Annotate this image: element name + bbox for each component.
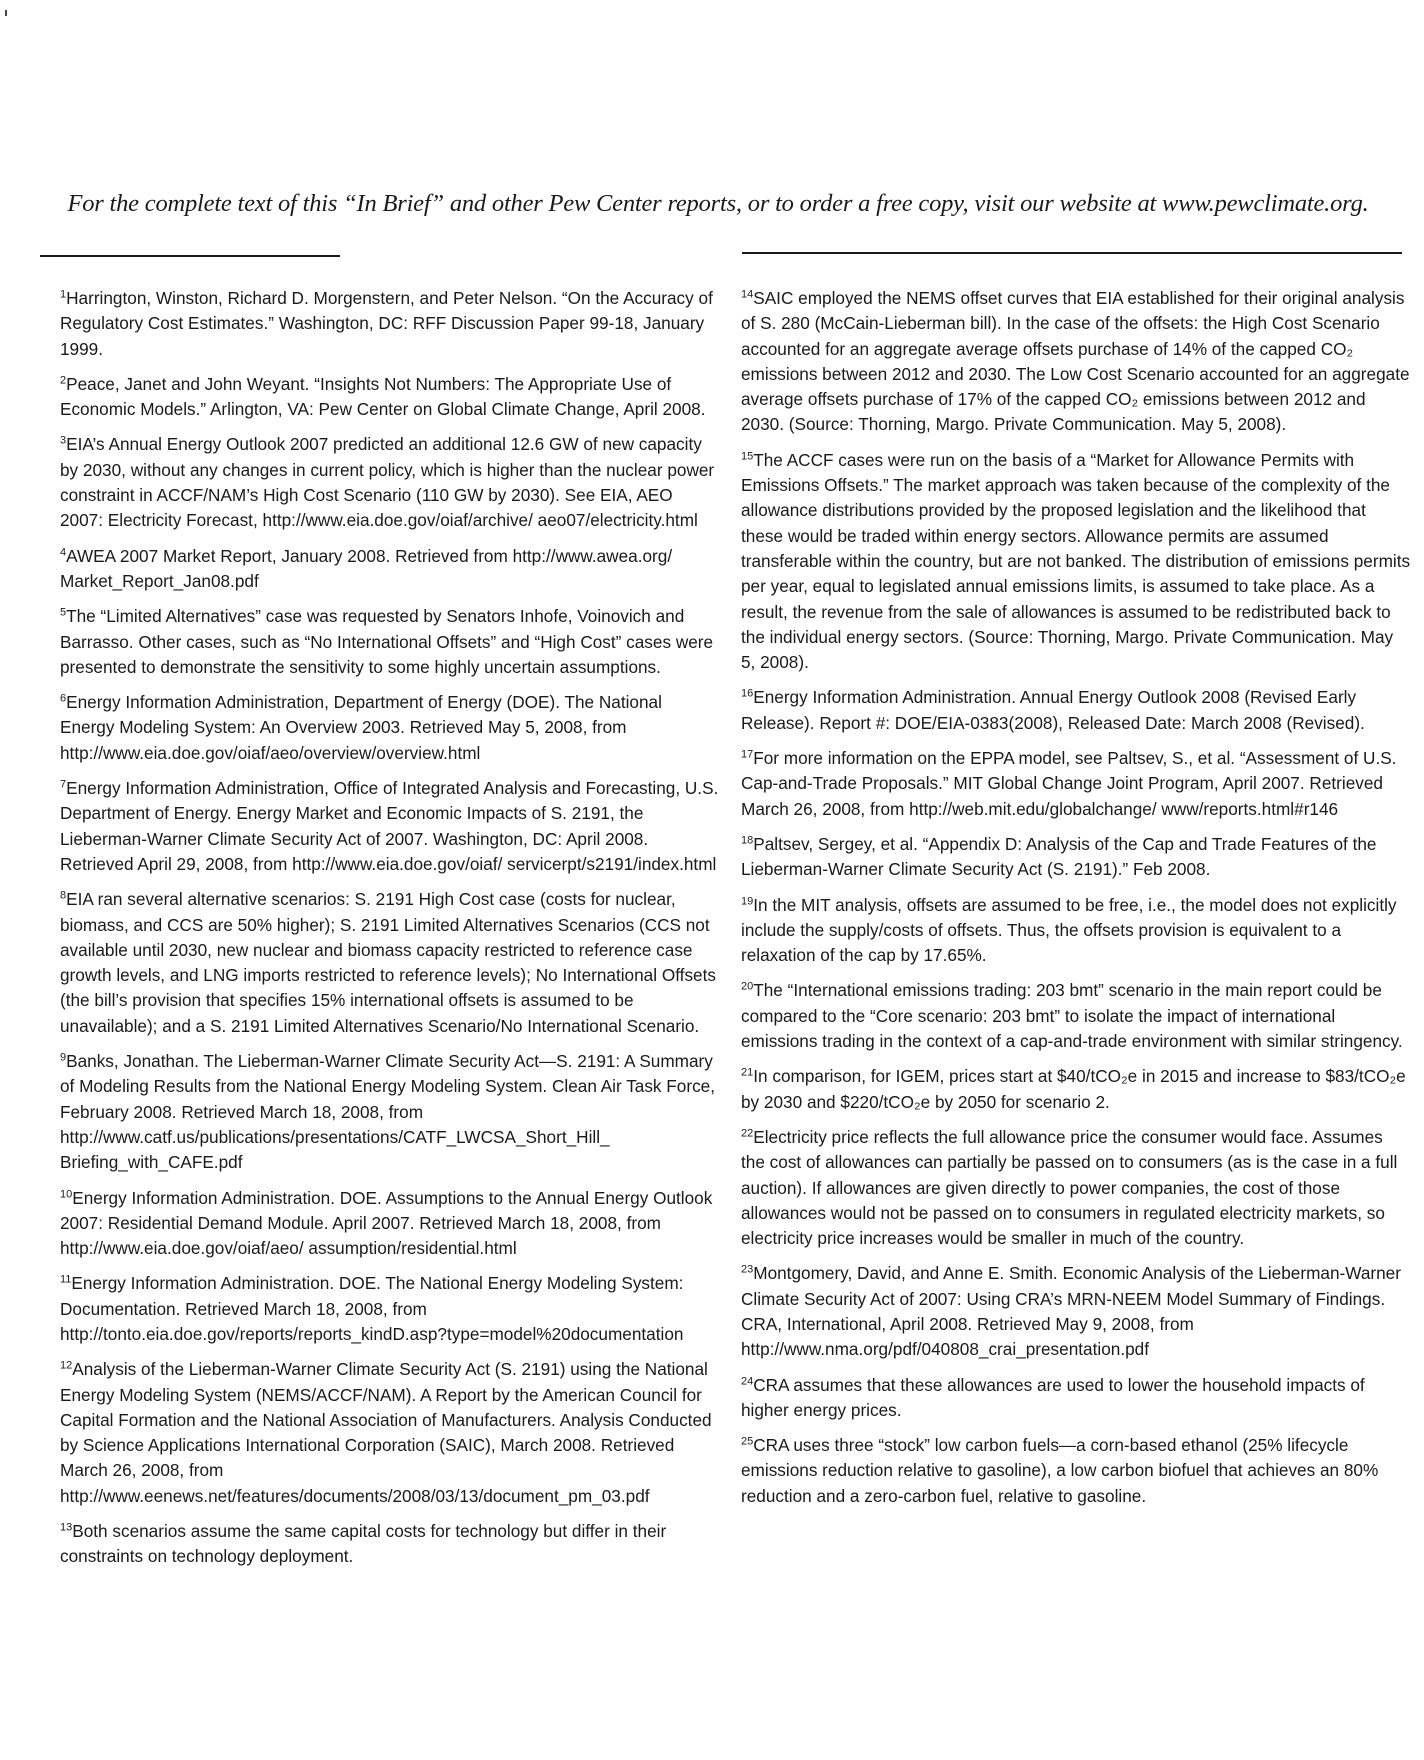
- footnote: [741, 1125, 1411, 1251]
- footnote: [741, 685, 1411, 736]
- footnote-number: 14: [741, 288, 754, 301]
- footnote-number: 21: [741, 1066, 754, 1079]
- footnote-number: 20: [741, 980, 754, 993]
- footnote-number: 6: [60, 692, 67, 705]
- footnote: [741, 1261, 1411, 1362]
- footnotes-left-column: [60, 286, 720, 1580]
- footnote-text: Both scenarios assume the same capital costs for technology but differ in their constraints on technology deployment.: [60, 1521, 667, 1567]
- footnote-text: Energy Information Administration. DOE. Assumptions to the Annual Energy Outlook 2007: Residential Demand Module. April 2007. Retrieved March 18, 2008, from http://www.eia.doe.gov/oiaf/aeo/ assumption/residential.html: [60, 1187, 713, 1259]
- footnote-text: In the MIT analysis, offsets are assumed to be free, i.e., the model does not explicitly include the supply/costs of offsets. Thus, the offsets provision is equivalent to a relaxation of the cap by 17.65%.: [741, 894, 1397, 966]
- page-header: For the complete text of this “In Brief” and other Pew Center reports, or to order a free copy, visit our website at www.pewclimate.org.: [67, 190, 1369, 217]
- footnote-text: Energy Information Administration, Department of Energy (DOE). The National Energy Modeling System: An Overview 2003. Retrieved May 5, 2008, from http://www.eia.doe.gov/oiaf/aeo/overview/overview.html: [60, 692, 662, 763]
- header-rule-left: [40, 255, 340, 257]
- footnotes-right-column: [741, 286, 1411, 1519]
- footnote: [60, 776, 720, 877]
- footnote: [741, 978, 1411, 1054]
- scan-mark: [5, 10, 7, 16]
- footnote-text: Energy Information Administration. DOE. The National Energy Modeling System: Documentation. Retrieved March 18, 2008, from http://tonto.eia.doe.gov/reports/reports_kindD.asp?type=model%20documentation: [60, 1273, 684, 1344]
- footnote-text: Banks, Jonathan. The Lieberman-Warner Climate Security Act—S. 2191: A Summary of Modeling Results from the National Energy Modeling System. Clean Air Task Force, February 2008. Retrieved March 18, 2008, from http://www.catf.us/publications/presentations/CATF_LWCSA_Short_Hill_ Briefing_with_CAFE.pdf: [60, 1051, 716, 1173]
- footnote-number: 2: [60, 374, 67, 387]
- footnote-text: Paltsev, Sergey, et al. “Appendix D: Analysis of the Cap and Trade Features of the Lieberman-Warner Climate Security Act (S. 2191).” Feb 2008.: [741, 833, 1377, 880]
- footnote: [60, 1357, 720, 1509]
- footnote-number: 15: [741, 450, 754, 463]
- footnote: [741, 448, 1411, 676]
- footnote-text: Energy Information Administration. Annual Energy Outlook 2008 (Revised Early Release). Report #: DOE/EIA-0383(2008), Released Date: March 2008 (Revised).: [741, 687, 1365, 733]
- footnote-number: 3: [60, 434, 67, 447]
- footnote: [741, 286, 1411, 438]
- footnote: [60, 1271, 720, 1347]
- footnote-text: SAIC employed the NEMS offset curves that EIA established for their original analysis of S. 280 (McCain-Lieberman bill). In the case of the offsets: the High Cost Scenario accounted for an aggregate average offsets purchase of 14% of the capped CO₂ emissions between 2012 and 2030. The Low Cost Scenario accounted for an aggregate average offsets purchase of 17% of the capped CO₂ emissions between 2012 and 2030. (Source: Thorning, Margo. Private Communication. May 5, 2008).: [741, 288, 1410, 435]
- footnote: [60, 690, 720, 766]
- header-rule-right: [742, 252, 1402, 254]
- footnote: [741, 1433, 1411, 1509]
- footnote: [60, 1049, 720, 1175]
- footnote: [60, 1186, 720, 1262]
- footnote-number: 16: [741, 687, 754, 700]
- footnote-text: AWEA 2007 Market Report, January 2008. Retrieved from http://www.awea.org/ Market_Report_Jan08.pdf: [60, 545, 673, 591]
- footnote: [741, 746, 1411, 822]
- footnote: [60, 544, 720, 595]
- footnote: [60, 286, 720, 362]
- footnote-number: 4: [60, 545, 67, 558]
- footnote-text: EIA’s Annual Energy Outlook 2007 predicted an additional 12.6 GW of new capacity by 2030, without any changes in current policy, which is higher than the nuclear power constraint in ACCF/NAM’s High Cost Scenario (110 GW by 2030). See EIA, AEO 2007: Electricity Forecast, http://www.eia.doe.gov/oiaf/archive/ aeo07/electricity.html: [60, 434, 715, 531]
- footnote-number: 10: [60, 1187, 73, 1200]
- footnote-text: The “International emissions trading: 203 bmt” scenario in the main report could be compared to the “Core scenario: 203 bmt” to isolate the impact of international emissions trading in the context of a cap-and-trade environment with similar stringency.: [741, 980, 1403, 1052]
- footnote-text: Montgomery, David, and Anne E. Smith. Economic Analysis of the Lieberman-Warner Climate Security Act of 2007: Using CRA’s MRN-NEEM Model Summary of Findings. CRA, International, April 2008. Retrieved May 9, 2008, from http://www.nma.org/pdf/040808_crai_presentation.pdf: [741, 1263, 1401, 1360]
- footnote-text: Peace, Janet and John Weyant. “Insights Not Numbers: The Appropriate Use of Economic Models.” Arlington, VA: Pew Center on Global Climate Change, April 2008.: [60, 373, 706, 420]
- footnote-number: 5: [60, 606, 67, 619]
- footnote-number: 19: [741, 894, 754, 907]
- footnote-number: 18: [741, 834, 754, 847]
- footnote-text: For more information on the EPPA model, see Paltsev, S., et al. “Assessment of U.S. Cap-and-Trade Proposals.” MIT Global Change Joint Program, April 2007. Retrieved March 26, 2008, from http://web.mit.edu/globalchange/ www/reports.html#r146: [741, 748, 1397, 819]
- footnote-number: 22: [741, 1127, 754, 1140]
- footnote-number: 24: [741, 1374, 754, 1387]
- footnote-text: In comparison, for IGEM, prices start at $40/tCO₂e in 2015 and increase to $83/tCO₂e by 2030 and $220/tCO₂e by 2050 for scenario 2.: [741, 1066, 1406, 1112]
- footnote: [741, 1064, 1411, 1115]
- footnote-text: Electricity price reflects the full allowance price the consumer would face. Assumes the cost of allowances can partially be passed on to consumers (as is the case in a full auction). If allowances are given directly to power companies, the cost of those allowances would not be passed on to consumers in regulated electricity markets, so electricity price increases would be smaller in much of the country.: [741, 1126, 1398, 1249]
- footnote-number: 13: [60, 1521, 73, 1534]
- footnote: [60, 1519, 720, 1570]
- footnote-text: The “Limited Alternatives” case was requested by Senators Inhofe, Voinovich and Barrasso. Other cases, such as “No International Offsets” and “High Cost” cases were presented to demonstrate the sensitivity to some highly uncertain assumptions.: [60, 606, 714, 677]
- footnote-number: 25: [741, 1435, 754, 1448]
- footnote-number: 9: [60, 1051, 67, 1064]
- footnote-number: 1: [60, 288, 67, 301]
- footnote-number: 12: [60, 1359, 73, 1372]
- footnote: [60, 432, 720, 533]
- footnote-text: EIA ran several alternative scenarios: S. 2191 High Cost case (costs for nuclear, biomass, and CCS are 50% higher); S. 2191 Limited Alternatives Scenarios (CCS not available until 2030, new nuclear and biomass capacity restricted to reference case growth levels, and LNG imports restricted to reference levels); No International Offsets (the bill’s provision that specifies 15% international offsets is assumed to be unavailable); and a S. 2191 Limited Alternatives Scenario/No International Scenario.: [60, 889, 716, 1036]
- footnote-text: Analysis of the Lieberman-Warner Climate Security Act (S. 2191) using the National Energy Modeling System (NEMS/ACCF/NAM). A Report by the American Council for Capital Formation and the National Association of Manufacturers. Analysis Conducted by Science Applications International Corporation (SAIC), March 2008. Retrieved March 26, 2008, from http://www.eenews.net/features/documents/2008/03/13/document_pm_03.pdf: [60, 1359, 712, 1506]
- footnote-number: 7: [60, 778, 67, 791]
- footnote-text: CRA assumes that these allowances are used to lower the household impacts of higher energy prices.: [741, 1374, 1365, 1420]
- footnote: [60, 604, 720, 680]
- footnote: [741, 832, 1411, 883]
- footnote-number: 23: [741, 1263, 754, 1276]
- footnote-text: The ACCF cases were run on the basis of a “Market for Allowance Permits with Emissions Offsets.” The market approach was taken because of the complexity of the allowance distributions provided by the proposed legislation and the likelihood that these would be traded within energy sectors. Allowance permits are assumed transferable within the country, but are not banked. The distribution of emissions permits per year, equal to legislated annual emissions limits, is assumed to take place. As a result, the revenue from the sale of allowances is assumed to be redistributed back to the individual energy sectors. (Source: Thorning, Margo. Private Communication. May 5, 2008).: [741, 449, 1411, 673]
- footnote-text: Harrington, Winston, Richard D. Morgenstern, and Peter Nelson. “On the Accuracy of Regulatory Cost Estimates.” Washington, DC: RFF Discussion Paper 99-18, January 1999.: [60, 288, 713, 359]
- footnote: [741, 893, 1411, 969]
- footnote: [741, 1373, 1411, 1424]
- footnote-text: Energy Information Administration, Office of Integrated Analysis and Forecasting, U.S. Department of Energy. Energy Market and Economic Impacts of S. 2191, the Lieberman-Warner Climate Security Act of 2007. Washington, DC: April 2008. Retrieved April 29, 2008, from http://www.eia.doe.gov/oiaf/ servicerpt/s2191/index.html: [60, 778, 719, 874]
- footnote-text: CRA uses three “stock” low carbon fuels—a corn-based ethanol (25% lifecycle emissions reduction relative to gasoline), a low carbon biofuel that achieves an 80% reduction and a zero-carbon fuel, relative to gasoline.: [741, 1435, 1379, 1506]
- footnote: [60, 887, 720, 1039]
- footnote-number: 8: [60, 889, 67, 902]
- footnote-number: 17: [741, 748, 754, 761]
- footnote: [60, 372, 720, 423]
- footnote-number: 11: [60, 1273, 72, 1286]
